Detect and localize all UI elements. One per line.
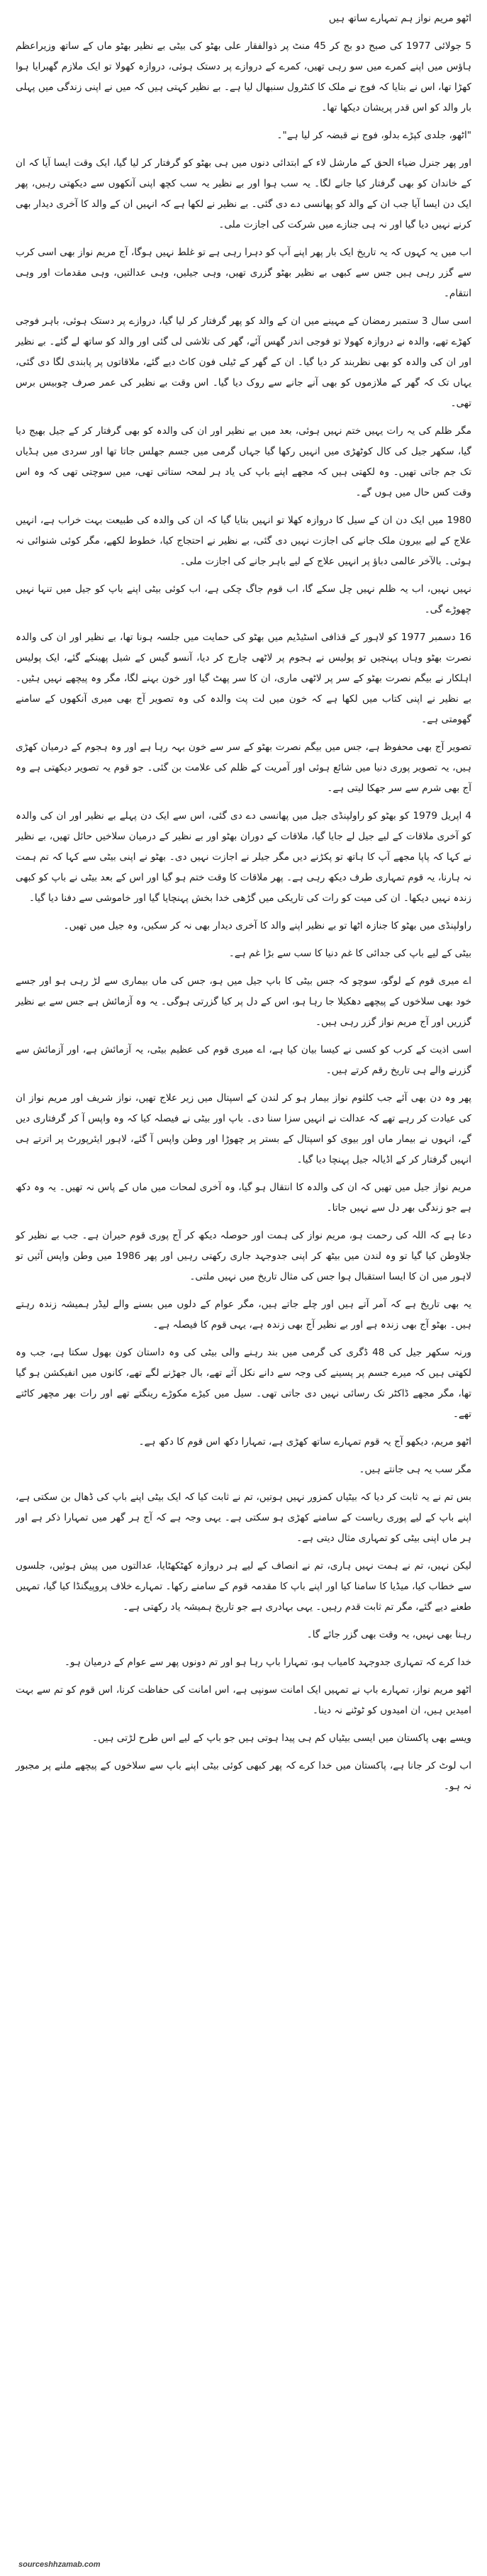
article-paragraph: نہیں نہیں، اب یہ ظلم نہیں چل سکے گا، اب قوم جاگ چکی ہے، اب کوئی بیٹی اپنے باپ کو جیل میں تنہا نہیں چھوڑے گی۔ <box>16 583 471 615</box>
article-paragraph: اسی سال 3 ستمبر رمضان کے مہینے میں ان کے والد کو پھر گرفتار کر لیا گیا، دروازے پر دستک ہوئی، باہر فوجی کھڑے تھے، والدہ نے دروازہ کھولا تو فوجی اندر گھس آئے، گھر کی تلاشی لی گئی اور والد کو ساتھ لے گئے۔ بے نظیر اور ان کی والدہ کو بھی نظربند کر دیا گیا۔ ان کے گھر کے ٹیلی فون کاٹ دیے گئے، ملاقاتوں پر پابندی لگا دی گئی، یہاں تک کہ گھر کے ملازموں کو بھی آنے جانے سے روک دیا گیا۔ اس وقت بے نظیر کی عمر صرف چوبیس برس تھی۔ <box>16 315 471 409</box>
article-paragraph: لیکن نہیں، تم نے ہمت نہیں ہاری، تم نے انصاف کے لیے ہر دروازہ کھٹکھٹایا، عدالتوں میں پیش ہوئیں، جلسوں سے خطاب کیا، میڈیا کا سامنا کیا اور اپنے باپ کا مقدمہ قوم کے سامنے رکھا۔ تمہارے خلاف پروپیگنڈا کیا گیا، تمہیں طعنے دیے گئے، مگر تم ثابت قدم رہیں۔ یہی بہادری ہے جو تاریخ ہمیشہ یاد رکھتی ہے۔ <box>16 1560 471 1613</box>
article-paragraph: اسی اذیت کے کرب کو کسی نے کیسا بیان کیا ہے، اے میری قوم کی عظیم بیٹی، یہ آزمائش ہے، اور آزمائش سے گزرنے والے ہی تاریخ رقم کرتے ہیں۔ <box>16 1044 471 1076</box>
article-paragraph: ویسے بھی پاکستان میں ایسی بیٹیاں کم ہی پیدا ہوتی ہیں جو باپ کے لیے اس طرح لڑتی ہیں۔ <box>92 1732 471 1744</box>
article-paragraph: پھر وہ دن بھی آئے جب کلثوم نواز بیمار ہو کر لندن کے اسپتال میں زیر علاج تھیں، نواز شریف اور مریم نواز ان کی عیادت کر رہے تھے کہ عدالت نے انہیں سزا سنا دی۔ باپ اور بیٹی نے فیصلہ کیا کہ وہ واپس آ کر گرفتاری دیں گے، انہوں نے بیمار ماں اور بیوی کو اسپتال کے بستر پر چھوڑا اور وطن واپس آ گئے، لاہور ایئرپورٹ پر اترتے ہی انہیں گرفتار کر کے اڈیالہ جیل پہنچا دیا گیا۔ <box>16 1092 471 1165</box>
article-paragraph: بس تم نے یہ ثابت کر دیا کہ بیٹیاں کمزور نہیں ہوتیں، تم نے ثابت کیا کہ ایک بیٹی اپنے باپ کی ڈھال بن سکتی ہے، اپنے باپ کے لیے پوری ریاست کے سامنے کھڑی ہو سکتی ہے۔ یہی وجہ ہے کہ آج ہر گھر میں تمہارا ذکر ہے اور ہر ماں اپنی بیٹی کو تمہاری مثال دیتی ہے۔ <box>16 1491 471 1544</box>
article-paragraph: ورنہ سکھر جیل کی 48 ڈگری کی گرمی میں بند رہنے والی بیٹی کی وہ داستان کون بھول سکتا ہے، جب وہ لکھتی ہیں کہ میرے جسم پر پسینے کی وجہ سے دانے نکل آئے تھے، بال جھڑنے لگے تھے، کانوں میں انفیکشن ہو گیا تھا، مگر مجھے ڈاکٹر تک رسائی نہیں دی جاتی تھی۔ سیل میں کیڑے مکوڑے رینگتے تھے اور رات بھر مچھر کاٹتے تھے۔ <box>16 1347 471 1420</box>
article-paragraph: بیٹی کے لیے باپ کی جدائی کا غم دنیا کا سب سے بڑا غم ہے۔ <box>228 948 471 959</box>
article-paragraph: مگر سب یہ ہی جانتے ہیں۔ <box>359 1464 471 1475</box>
article-paragraph: اٹھو مریم نواز، تمہارے باپ نے تمہیں ایک امانت سونپی ہے، اس امانت کی حفاظت کرنا، اس قوم کو تم سے بہت امیدیں ہیں، ان امیدوں کو ٹوٹنے نہ دینا۔ <box>16 1684 471 1716</box>
article-paragraph: اور پھر جنرل ضیاء الحق کے مارشل لاء کے ابتدائی دنوں میں ہی بھٹو کو گرفتار کر لیا گیا، ایک وقت ایسا آیا کہ ان کے خاندان کو بھی گرفتار کیا جانے لگا۔ یہ سب ہوا اور بے نظیر یہ سب کچھ اپنی آنکھوں سے دیکھتی رہیں، پھر ایک دن ایسا آیا جب ان کے والد کو پھانسی دے دی گئی۔ بے نظیر نے لکھا ہے کہ انہیں ان کے والد کا آخری دیدار بھی کرنے نہیں دیا گیا اور نہ ہی جنازے میں شرکت کی اجازت ملی۔ <box>16 157 471 230</box>
article-paragraph: 1980 میں ایک دن ان کے سیل کا دروازہ کھلا تو انہیں بتایا گیا کہ ان کی والدہ کی طبیعت بہت خراب ہے، انہیں علاج کے لیے بیرون ملک جانے کی اجازت نہیں دی گئی، بے نظیر نے احتجاج کیا، خطوط لکھے، مگر کوئی شنوائی نہ ہوئی۔ بالآخر عالمی دباؤ پر انہیں علاج کے لیے باہر جانے کی اجازت ملی۔ <box>16 515 471 567</box>
article-paragraph: اے میری قوم کے لوگو، سوچو کہ جس بیٹی کا باپ جیل میں ہو، جس کی ماں بیماری سے لڑ رہی ہو اور جسے خود بھی سلاخوں کے پیچھے دھکیلا جا رہا ہو، اس کے دل پر کیا گزرتی ہوگی۔ یہ وہ آزمائش ہے جس سے بے نظیر گزریں اور آج مریم نواز گزر رہی ہیں۔ <box>16 975 471 1028</box>
article-paragraph: خدا کرے کہ تمہاری جدوجہد کامیاب ہو، تمہارا باپ رہا ہو اور تم دونوں پھر سے عوام کے درمیان ہو۔ <box>64 1657 471 1668</box>
article-paragraph: مریم نواز جیل میں تھیں کہ ان کی والدہ کا انتقال ہو گیا، وہ آخری لمحات میں ماں کے پاس نہ تھیں۔ یہ وہ دکھ ہے جو زندگی بھر دل سے نہیں جاتا۔ <box>16 1182 471 1214</box>
article-paragraph: اٹھو مریم، دیکھو آج یہ قوم تمہارے ساتھ کھڑی ہے، تمہارا دکھ اس قوم کا دکھ ہے۔ <box>138 1436 471 1447</box>
article-paragraph: 5 جولائی 1977 کی صبح دو بج کر 45 منٹ پر ذوالفقار علی بھٹو کی بیٹی بے نظیر بھٹو ماں کے ساتھ وزیراعظم ہاؤس میں اپنے کمرے میں سو رہی تھیں، کمرے کے دروازے پر دستک ہوئی، دروازہ کھولا تو ایک ملازم گھبرایا ہوا کھڑا تھا، اس نے بتایا کہ فوج نے ملک کا کنٹرول سنبھال لیا ہے۔ بے نظیر کہتی ہیں کہ میں نے اپنی زندگی میں پہلی بار والد کو اس قدر پریشان دیکھا تھا۔ <box>16 40 472 113</box>
source-watermark: sourceshhzamab.com <box>18 2560 101 2569</box>
article-paragraph: 4 اپریل 1979 کو بھٹو کو راولپنڈی جیل میں پھانسی دے دی گئی، اس سے ایک دن پہلے بے نظیر اور ان کی والدہ کو آخری ملاقات کے لیے جیل لے جایا گیا، ملاقات کے دوران بھٹو اور بے نظیر کے درمیان سلاخیں حائل تھیں، بے نظیر نے کہا کہ پاپا مجھے آپ کا ہاتھ تو پکڑنے دیں مگر جیلر نے اجازت نہیں دی۔ بھٹو نے اپنی بیٹی سے کہا کہ تم ہمت نہ ہارنا، یہ قوم تمہاری طرف دیکھ رہی ہے۔ پھر ملاقات کا وقت ختم ہو گیا اور اس کے بعد بیٹی نے باپ کو کبھی زندہ نہیں دیکھا۔ ان کی میت کو رات کی تاریکی میں گڑھی خدا بخش پہنچایا گیا اور خاموشی سے دفنا دیا گیا۔ <box>16 810 471 904</box>
article-paragraph: دعا ہے کہ اللہ کی رحمت ہو، مریم نواز کی ہمت اور حوصلہ دیکھ کر آج پوری قوم حیران ہے۔ جب بے نظیر کو جلاوطن کیا گیا تو وہ لندن میں بیٹھ کر اپنی جدوجہد جاری رکھتی رہیں اور پھر 1986 میں وطن واپس آئیں تو لاہور میں ان کا ایسا استقبال ہوا جس کی مثال تاریخ میں نہیں ملتی۔ <box>16 1230 472 1282</box>
article-paragraph: راولپنڈی میں بھٹو کا جنازہ اٹھا تو بے نظیر اپنے والد کا آخری دیدار بھی نہ کر سکیں، وہ جیل میں تھیں۔ <box>63 920 471 931</box>
article-paragraph: مگر ظلم کی یہ رات یہیں ختم نہیں ہوئی، بعد میں بے نظیر اور ان کی والدہ کو بھی گرفتار کر کے جیل بھیج دیا گیا، سکھر جیل کی کال کوٹھڑی میں انہیں رکھا گیا جہاں گرمی میں جسم جھلس جاتا تھا اور سردی میں ہڈیاں تک جم جاتی تھیں۔ وہ لکھتی ہیں کہ مجھے اپنے باپ کی یاد ہر لمحہ ستاتی تھی، میں سوچتی تھی کہ وہ اس وقت کس حال میں ہوں گے۔ <box>16 425 471 498</box>
article-paragraph: "اٹھو، جلدی کپڑے بدلو، فوج نے قبضہ کر لیا ہے"۔ <box>276 130 471 141</box>
article-paragraph: اب میں یہ کہوں کہ یہ تاریخ ایک بار پھر اپنے آپ کو دہرا رہی ہے تو غلط نہیں ہوگا، آج مریم نواز بھی اسی کرب سے گزر رہی ہیں جس سے کبھی بے نظیر بھٹو گزری تھیں، وہی جیلیں، وہی عدالتیں، وہی مقدمات اور وہی انتقام۔ <box>16 247 471 299</box>
article-body <box>16 9 471 1797</box>
article-paragraph: اب لوٹ کر جانا ہے، پاکستان میں خدا کرے کہ پھر کبھی کوئی بیٹی اپنے باپ سے سلاخوں کے پیچھے ملنے پر مجبور نہ ہو۔ <box>16 1760 471 1792</box>
article-headline: اٹھو مریم نواز ہم تمہارے ساتھ ہیں <box>328 13 471 24</box>
article-paragraph: یہ بھی تاریخ ہے کہ آمر آتے ہیں اور چلے جاتے ہیں، مگر عوام کے دلوں میں بسنے والے لیڈر ہمیشہ زندہ رہتے ہیں۔ بھٹو آج بھی زندہ ہے اور بے نظیر آج بھی زندہ ہے، یہی قوم کا فیصلہ ہے۔ <box>16 1299 471 1331</box>
article-paragraph: 16 دسمبر 1977 کو لاہور کے قذافی اسٹیڈیم میں بھٹو کی حمایت میں جلسہ ہونا تھا، بے نظیر اور ان کی والدہ نصرت بھٹو وہاں پہنچیں تو پولیس نے ہجوم پر لاٹھی چارج کر دیا، آنسو گیس کے شیل پھینکے گئے، ایک پولیس اہلکار نے بیگم نصرت بھٹو کے سر پر لاٹھی ماری، ان کا سر پھٹ گیا اور خون بہنے لگا، مگر وہ پیچھے نہیں ہٹیں۔ بے نظیر نے اپنی کتاب میں لکھا ہے کہ خون میں لت پت والدہ کی وہ تصویر آج بھی میری آنکھوں کے سامنے گھومتی ہے۔ <box>16 632 471 725</box>
article-paragraph: رہنا بھی نہیں، یہ وقت بھی گزر جائے گا۔ <box>306 1629 471 1640</box>
article-paragraph: تصویر آج بھی محفوظ ہے، جس میں بیگم نصرت بھٹو کے سر سے خون بہہ رہا ہے اور وہ ہجوم کے درمیان کھڑی ہیں، یہ تصویر پوری دنیا میں شائع ہوئی اور آمریت کے ظلم کی علامت بن گئی۔ جو قوم یہ تصویر دیکھتی ہے وہ آج بھی شرم سے سر جھکا لیتی ہے۔ <box>16 741 471 794</box>
